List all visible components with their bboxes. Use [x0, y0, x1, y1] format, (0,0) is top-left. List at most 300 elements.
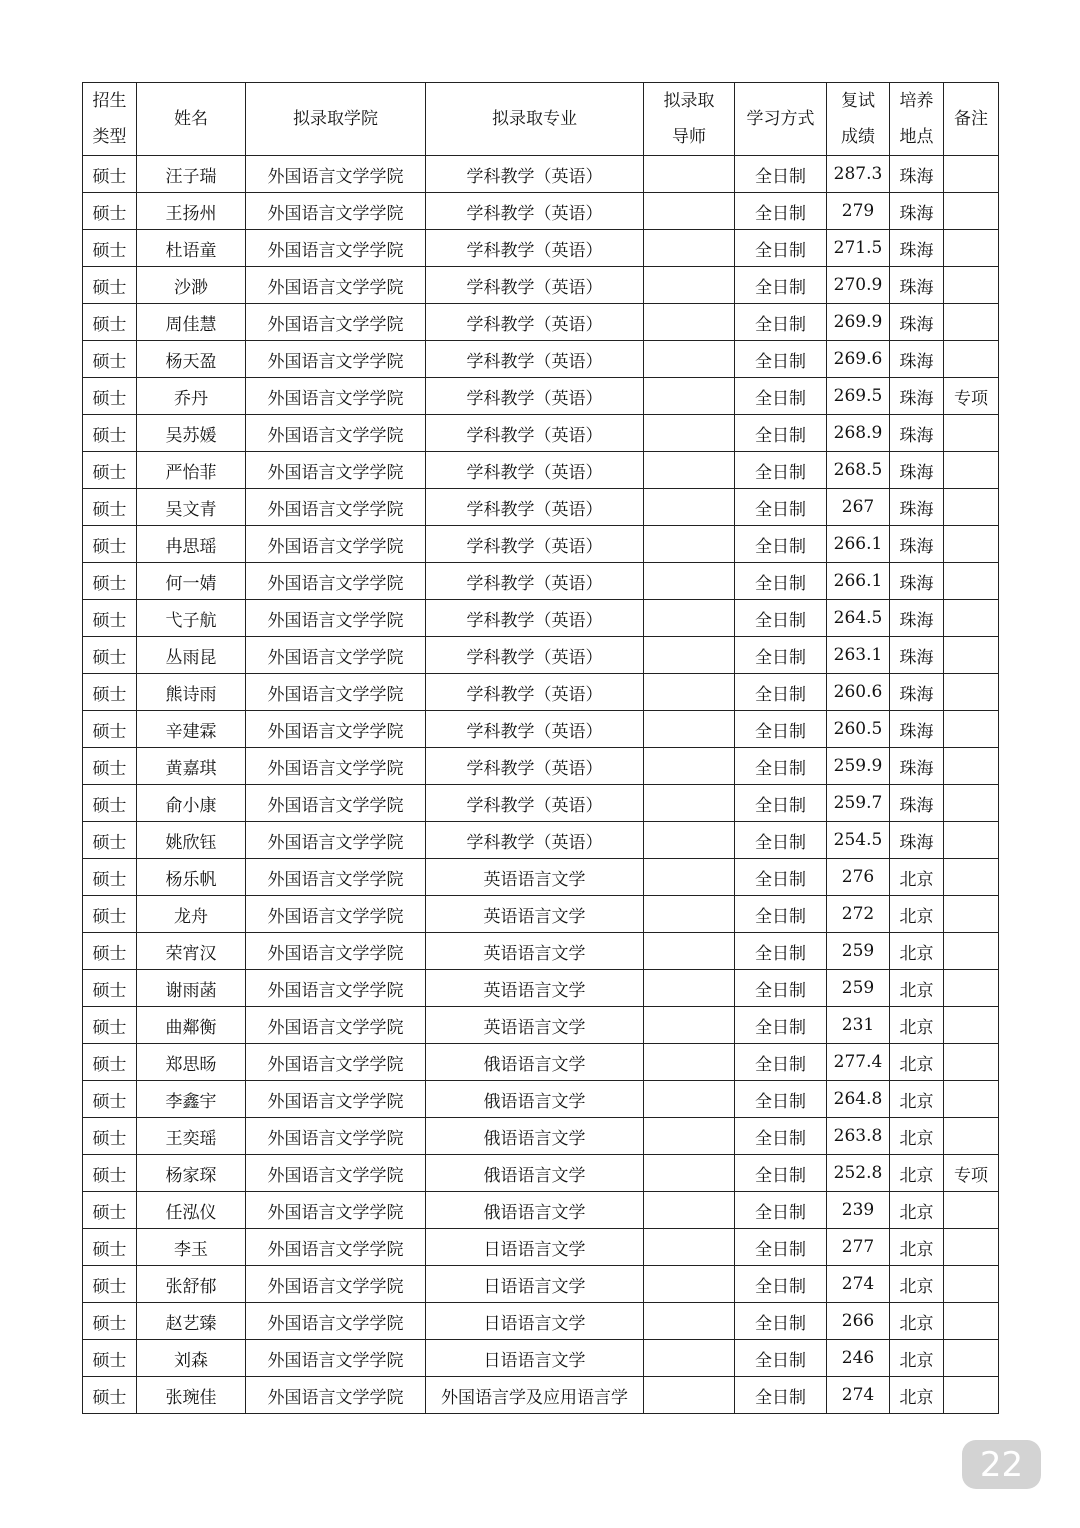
- cell-college: 外国语言文学学院: [246, 230, 426, 267]
- cell-major: 学科教学（英语）: [426, 304, 644, 341]
- header-advisor: [644, 83, 735, 156]
- cell-type: 硕士: [83, 1377, 137, 1414]
- table-row: [83, 822, 999, 859]
- cell-location: 珠海: [890, 674, 944, 711]
- cell-college: 外国语言文学学院: [246, 304, 426, 341]
- table-row: [83, 267, 999, 304]
- cell-remark: [944, 304, 999, 341]
- cell-study-mode: 全日制: [735, 1044, 827, 1081]
- cell-type: 硕士: [83, 415, 137, 452]
- cell-name: 严怡菲: [137, 452, 246, 489]
- cell-advisor: [644, 156, 735, 193]
- cell-type: 硕士: [83, 933, 137, 970]
- cell-advisor: [644, 563, 735, 600]
- cell-name: 姚欣钰: [137, 822, 246, 859]
- cell-study-mode: 全日制: [735, 341, 827, 378]
- cell-name: 荣宵汉: [137, 933, 246, 970]
- cell-study-mode: 全日制: [735, 822, 827, 859]
- cell-location: 珠海: [890, 230, 944, 267]
- cell-college: 外国语言文学学院: [246, 933, 426, 970]
- cell-major: 学科教学（英语）: [426, 415, 644, 452]
- cell-major: 英语语言文学: [426, 970, 644, 1007]
- cell-study-mode: 全日制: [735, 933, 827, 970]
- header-study-mode-line: 学习方式: [746, 109, 815, 129]
- cell-study-mode: 全日制: [735, 1192, 827, 1229]
- cell-type: 硕士: [83, 452, 137, 489]
- cell-major: 学科教学（英语）: [426, 785, 644, 822]
- table-row: [83, 970, 999, 1007]
- cell-location: 北京: [890, 1007, 944, 1044]
- table-row: [83, 1303, 999, 1340]
- cell-type: 硕士: [83, 748, 137, 785]
- cell-location: 珠海: [890, 452, 944, 489]
- cell-location: 珠海: [890, 600, 944, 637]
- cell-advisor: [644, 378, 735, 415]
- cell-major: 俄语语言文学: [426, 1044, 644, 1081]
- cell-college: 外国语言文学学院: [246, 859, 426, 896]
- header-advisor-line: 拟录取: [663, 91, 715, 111]
- cell-location: 珠海: [890, 193, 944, 230]
- cell-study-mode: 全日制: [735, 674, 827, 711]
- header-type-line: 招生: [92, 91, 127, 111]
- cell-name: 赵艺臻: [137, 1303, 246, 1340]
- cell-study-mode: 全日制: [735, 452, 827, 489]
- cell-location: 珠海: [890, 748, 944, 785]
- cell-score: 264.8: [827, 1081, 890, 1118]
- cell-college: 外国语言文学学院: [246, 637, 426, 674]
- cell-college: 外国语言文学学院: [246, 415, 426, 452]
- cell-study-mode: 全日制: [735, 563, 827, 600]
- cell-remark: [944, 1192, 999, 1229]
- cell-remark: [944, 970, 999, 1007]
- cell-location: 北京: [890, 1044, 944, 1081]
- table-row: [83, 452, 999, 489]
- cell-type: 硕士: [83, 341, 137, 378]
- cell-score: 263.1: [827, 637, 890, 674]
- cell-score: 269.5: [827, 378, 890, 415]
- cell-name: 李鑫宇: [137, 1081, 246, 1118]
- cell-name: 杨家琛: [137, 1155, 246, 1192]
- table-header: [83, 83, 999, 156]
- table-row: [83, 415, 999, 452]
- cell-college: 外国语言文学学院: [246, 822, 426, 859]
- table-row: [83, 1266, 999, 1303]
- cell-type: 硕士: [83, 1007, 137, 1044]
- cell-advisor: [644, 526, 735, 563]
- cell-remark: [944, 1303, 999, 1340]
- header-study-mode: [735, 83, 827, 156]
- cell-location: 北京: [890, 970, 944, 1007]
- cell-score: 239: [827, 1192, 890, 1229]
- cell-major: 学科教学（英语）: [426, 452, 644, 489]
- cell-score: 264.5: [827, 600, 890, 637]
- cell-name: 吴苏媛: [137, 415, 246, 452]
- cell-study-mode: 全日制: [735, 304, 827, 341]
- cell-advisor: [644, 304, 735, 341]
- cell-score: 269.9: [827, 304, 890, 341]
- cell-college: 外国语言文学学院: [246, 267, 426, 304]
- cell-study-mode: 全日制: [735, 489, 827, 526]
- cell-college: 外国语言文学学院: [246, 1340, 426, 1377]
- header-name: [137, 83, 246, 156]
- table-row: [83, 1007, 999, 1044]
- cell-college: 外国语言文学学院: [246, 1044, 426, 1081]
- cell-type: 硕士: [83, 526, 137, 563]
- table-row: [83, 341, 999, 378]
- cell-location: 北京: [890, 896, 944, 933]
- cell-study-mode: 全日制: [735, 1303, 827, 1340]
- cell-score: 269.6: [827, 341, 890, 378]
- table-row: [83, 1155, 999, 1192]
- cell-major: 日语语言文学: [426, 1229, 644, 1266]
- cell-advisor: [644, 452, 735, 489]
- cell-location: 北京: [890, 1081, 944, 1118]
- cell-major: 学科教学（英语）: [426, 637, 644, 674]
- cell-study-mode: 全日制: [735, 748, 827, 785]
- cell-location: 珠海: [890, 785, 944, 822]
- cell-remark: [944, 415, 999, 452]
- cell-remark: [944, 600, 999, 637]
- cell-remark: [944, 156, 999, 193]
- cell-name: 杨乐帆: [137, 859, 246, 896]
- cell-type: 硕士: [83, 600, 137, 637]
- cell-college: 外国语言文学学院: [246, 1229, 426, 1266]
- header-remark-line: 备注: [954, 109, 988, 129]
- cell-remark: [944, 674, 999, 711]
- header-location-line: 培养: [899, 91, 934, 111]
- cell-major: 日语语言文学: [426, 1340, 644, 1377]
- table-row: [83, 1340, 999, 1377]
- cell-major: 学科教学（英语）: [426, 600, 644, 637]
- cell-location: 北京: [890, 1303, 944, 1340]
- cell-score: 277.4: [827, 1044, 890, 1081]
- cell-advisor: [644, 230, 735, 267]
- header-location-line: 地点: [899, 127, 934, 147]
- cell-major: 日语语言文学: [426, 1303, 644, 1340]
- header-score-line: 成绩: [841, 127, 875, 147]
- cell-remark: [944, 1007, 999, 1044]
- cell-score: 254.5: [827, 822, 890, 859]
- cell-location: 珠海: [890, 415, 944, 452]
- cell-score: 276: [827, 859, 890, 896]
- cell-college: 外国语言文学学院: [246, 489, 426, 526]
- cell-study-mode: 全日制: [735, 1229, 827, 1266]
- cell-college: 外国语言文学学院: [246, 896, 426, 933]
- cell-type: 硕士: [83, 1044, 137, 1081]
- table-row: [83, 859, 999, 896]
- cell-location: 珠海: [890, 526, 944, 563]
- header-row: [83, 83, 999, 156]
- cell-major: 英语语言文学: [426, 896, 644, 933]
- cell-advisor: [644, 1303, 735, 1340]
- cell-advisor: [644, 933, 735, 970]
- cell-major: 学科教学（英语）: [426, 341, 644, 378]
- cell-location: 珠海: [890, 822, 944, 859]
- cell-advisor: [644, 341, 735, 378]
- cell-type: 硕士: [83, 970, 137, 1007]
- cell-major: 学科教学（英语）: [426, 156, 644, 193]
- table-row: [83, 674, 999, 711]
- cell-type: 硕士: [83, 267, 137, 304]
- cell-advisor: [644, 859, 735, 896]
- cell-remark: [944, 822, 999, 859]
- cell-college: 外国语言文学学院: [246, 1266, 426, 1303]
- cell-college: 外国语言文学学院: [246, 378, 426, 415]
- cell-score: 231: [827, 1007, 890, 1044]
- cell-name: 杨天盈: [137, 341, 246, 378]
- cell-college: 外国语言文学学院: [246, 341, 426, 378]
- table-row: [83, 1229, 999, 1266]
- table-body: [83, 156, 999, 1414]
- header-college: [246, 83, 426, 156]
- cell-advisor: [644, 1340, 735, 1377]
- cell-remark: [944, 933, 999, 970]
- cell-college: 外国语言文学学院: [246, 1007, 426, 1044]
- cell-major: 学科教学（英语）: [426, 674, 644, 711]
- cell-study-mode: 全日制: [735, 1007, 827, 1044]
- table-row: [83, 1377, 999, 1414]
- cell-type: 硕士: [83, 1303, 137, 1340]
- cell-location: 北京: [890, 1155, 944, 1192]
- cell-type: 硕士: [83, 563, 137, 600]
- cell-remark: [944, 193, 999, 230]
- table-row: [83, 1192, 999, 1229]
- cell-remark: [944, 341, 999, 378]
- cell-remark: [944, 1340, 999, 1377]
- cell-score: 268.5: [827, 452, 890, 489]
- cell-advisor: [644, 785, 735, 822]
- cell-advisor: [644, 600, 735, 637]
- cell-college: 外国语言文学学院: [246, 785, 426, 822]
- cell-study-mode: 全日制: [735, 859, 827, 896]
- cell-type: 硕士: [83, 489, 137, 526]
- cell-study-mode: 全日制: [735, 970, 827, 1007]
- cell-name: 弋子航: [137, 600, 246, 637]
- header-location: [890, 83, 944, 156]
- cell-location: 北京: [890, 859, 944, 896]
- cell-name: 熊诗雨: [137, 674, 246, 711]
- cell-score: 259: [827, 933, 890, 970]
- cell-name: 曲鄰衡: [137, 1007, 246, 1044]
- cell-college: 外国语言文学学院: [246, 526, 426, 563]
- cell-remark: [944, 452, 999, 489]
- cell-remark: [944, 785, 999, 822]
- cell-study-mode: 全日制: [735, 193, 827, 230]
- cell-type: 硕士: [83, 193, 137, 230]
- header-type: [83, 83, 137, 156]
- cell-location: 北京: [890, 1229, 944, 1266]
- cell-name: 丛雨昆: [137, 637, 246, 674]
- cell-major: 学科教学（英语）: [426, 748, 644, 785]
- cell-type: 硕士: [83, 711, 137, 748]
- cell-remark: [944, 1044, 999, 1081]
- table-row: [83, 526, 999, 563]
- cell-score: 267: [827, 489, 890, 526]
- cell-score: 259: [827, 970, 890, 1007]
- cell-location: 珠海: [890, 489, 944, 526]
- cell-location: 北京: [890, 1377, 944, 1414]
- cell-score: 271.5: [827, 230, 890, 267]
- cell-study-mode: 全日制: [735, 230, 827, 267]
- cell-study-mode: 全日制: [735, 1155, 827, 1192]
- table-row: [83, 637, 999, 674]
- cell-type: 硕士: [83, 1118, 137, 1155]
- cell-location: 珠海: [890, 341, 944, 378]
- cell-name: 乔丹: [137, 378, 246, 415]
- cell-major: 学科教学（英语）: [426, 193, 644, 230]
- cell-name: 黄嘉琪: [137, 748, 246, 785]
- cell-name: 刘森: [137, 1340, 246, 1377]
- header-remark: [944, 83, 999, 156]
- cell-score: 260.6: [827, 674, 890, 711]
- table-row: [83, 1118, 999, 1155]
- cell-remark: [944, 1229, 999, 1266]
- cell-type: 硕士: [83, 674, 137, 711]
- cell-name: 龙舟: [137, 896, 246, 933]
- cell-name: 张琬佳: [137, 1377, 246, 1414]
- cell-major: 英语语言文学: [426, 1007, 644, 1044]
- cell-remark: [944, 859, 999, 896]
- cell-name: 吴文青: [137, 489, 246, 526]
- cell-remark: [944, 1081, 999, 1118]
- cell-remark: [944, 489, 999, 526]
- cell-major: 英语语言文学: [426, 933, 644, 970]
- cell-name: 辛建霖: [137, 711, 246, 748]
- table-row: [83, 563, 999, 600]
- cell-major: 学科教学（英语）: [426, 230, 644, 267]
- cell-major: 英语语言文学: [426, 859, 644, 896]
- cell-remark: [944, 1266, 999, 1303]
- cell-advisor: [644, 415, 735, 452]
- header-type-line: 类型: [92, 127, 127, 147]
- cell-score: 279: [827, 193, 890, 230]
- cell-location: 北京: [890, 933, 944, 970]
- cell-study-mode: 全日制: [735, 526, 827, 563]
- cell-major: 学科教学（英语）: [426, 378, 644, 415]
- cell-type: 硕士: [83, 1081, 137, 1118]
- cell-name: 王奕瑶: [137, 1118, 246, 1155]
- cell-remark: 专项: [944, 1155, 999, 1192]
- page-number-badge: 22: [962, 1440, 1041, 1489]
- table-row: [83, 1044, 999, 1081]
- cell-type: 硕士: [83, 378, 137, 415]
- cell-major: 学科教学（英语）: [426, 711, 644, 748]
- cell-study-mode: 全日制: [735, 896, 827, 933]
- cell-major: 俄语语言文学: [426, 1081, 644, 1118]
- cell-remark: [944, 1377, 999, 1414]
- table-row: [83, 600, 999, 637]
- cell-score: 259.7: [827, 785, 890, 822]
- cell-advisor: [644, 748, 735, 785]
- cell-major: 俄语语言文学: [426, 1192, 644, 1229]
- table-row: [83, 304, 999, 341]
- cell-major: 学科教学（英语）: [426, 526, 644, 563]
- cell-remark: [944, 230, 999, 267]
- cell-college: 外国语言文学学院: [246, 970, 426, 1007]
- cell-score: 259.9: [827, 748, 890, 785]
- cell-type: 硕士: [83, 859, 137, 896]
- cell-study-mode: 全日制: [735, 267, 827, 304]
- cell-major: 俄语语言文学: [426, 1118, 644, 1155]
- cell-advisor: [644, 1118, 735, 1155]
- cell-advisor: [644, 267, 735, 304]
- cell-name: 张舒郁: [137, 1266, 246, 1303]
- cell-score: 287.3: [827, 156, 890, 193]
- cell-location: 珠海: [890, 304, 944, 341]
- cell-location: 珠海: [890, 267, 944, 304]
- cell-location: 北京: [890, 1118, 944, 1155]
- cell-name: 沙渺: [137, 267, 246, 304]
- cell-score: 266.1: [827, 563, 890, 600]
- cell-score: 263.8: [827, 1118, 890, 1155]
- cell-score: 252.8: [827, 1155, 890, 1192]
- cell-study-mode: 全日制: [735, 156, 827, 193]
- cell-remark: [944, 748, 999, 785]
- cell-location: 北京: [890, 1266, 944, 1303]
- cell-study-mode: 全日制: [735, 1377, 827, 1414]
- cell-name: 王扬州: [137, 193, 246, 230]
- cell-name: 汪子瑞: [137, 156, 246, 193]
- cell-major: 日语语言文学: [426, 1266, 644, 1303]
- cell-type: 硕士: [83, 1155, 137, 1192]
- cell-study-mode: 全日制: [735, 1118, 827, 1155]
- cell-location: 北京: [890, 1340, 944, 1377]
- table-row: [83, 933, 999, 970]
- cell-college: 外国语言文学学院: [246, 1155, 426, 1192]
- cell-remark: [944, 896, 999, 933]
- header-advisor-line: 导师: [672, 127, 706, 147]
- cell-study-mode: 全日制: [735, 637, 827, 674]
- cell-advisor: [644, 1081, 735, 1118]
- cell-college: 外国语言文学学院: [246, 1118, 426, 1155]
- cell-name: 任泓仪: [137, 1192, 246, 1229]
- table-row: [83, 156, 999, 193]
- cell-study-mode: 全日制: [735, 378, 827, 415]
- cell-type: 硕士: [83, 1229, 137, 1266]
- header-name-line: 姓名: [174, 109, 208, 129]
- table-row: [83, 193, 999, 230]
- cell-location: 珠海: [890, 563, 944, 600]
- cell-name: 谢雨菡: [137, 970, 246, 1007]
- cell-location: 北京: [890, 1192, 944, 1229]
- cell-college: 外国语言文学学院: [246, 193, 426, 230]
- cell-type: 硕士: [83, 1192, 137, 1229]
- cell-major: 学科教学（英语）: [426, 563, 644, 600]
- cell-remark: [944, 267, 999, 304]
- cell-advisor: [644, 896, 735, 933]
- cell-college: 外国语言文学学院: [246, 1192, 426, 1229]
- cell-college: 外国语言文学学院: [246, 563, 426, 600]
- cell-major: 学科教学（英语）: [426, 822, 644, 859]
- header-score: [827, 83, 890, 156]
- cell-type: 硕士: [83, 230, 137, 267]
- table-row: [83, 489, 999, 526]
- cell-score: 274: [827, 1266, 890, 1303]
- cell-score: 260.5: [827, 711, 890, 748]
- cell-name: 李玉: [137, 1229, 246, 1266]
- cell-major: 外国语言学及应用语言学: [426, 1377, 644, 1414]
- cell-remark: [944, 563, 999, 600]
- cell-remark: 专项: [944, 378, 999, 415]
- cell-score: 266: [827, 1303, 890, 1340]
- cell-college: 外国语言文学学院: [246, 748, 426, 785]
- cell-major: 学科教学（英语）: [426, 267, 644, 304]
- cell-college: 外国语言文学学院: [246, 156, 426, 193]
- cell-score: 277: [827, 1229, 890, 1266]
- cell-type: 硕士: [83, 304, 137, 341]
- table-row: [83, 785, 999, 822]
- cell-college: 外国语言文学学院: [246, 674, 426, 711]
